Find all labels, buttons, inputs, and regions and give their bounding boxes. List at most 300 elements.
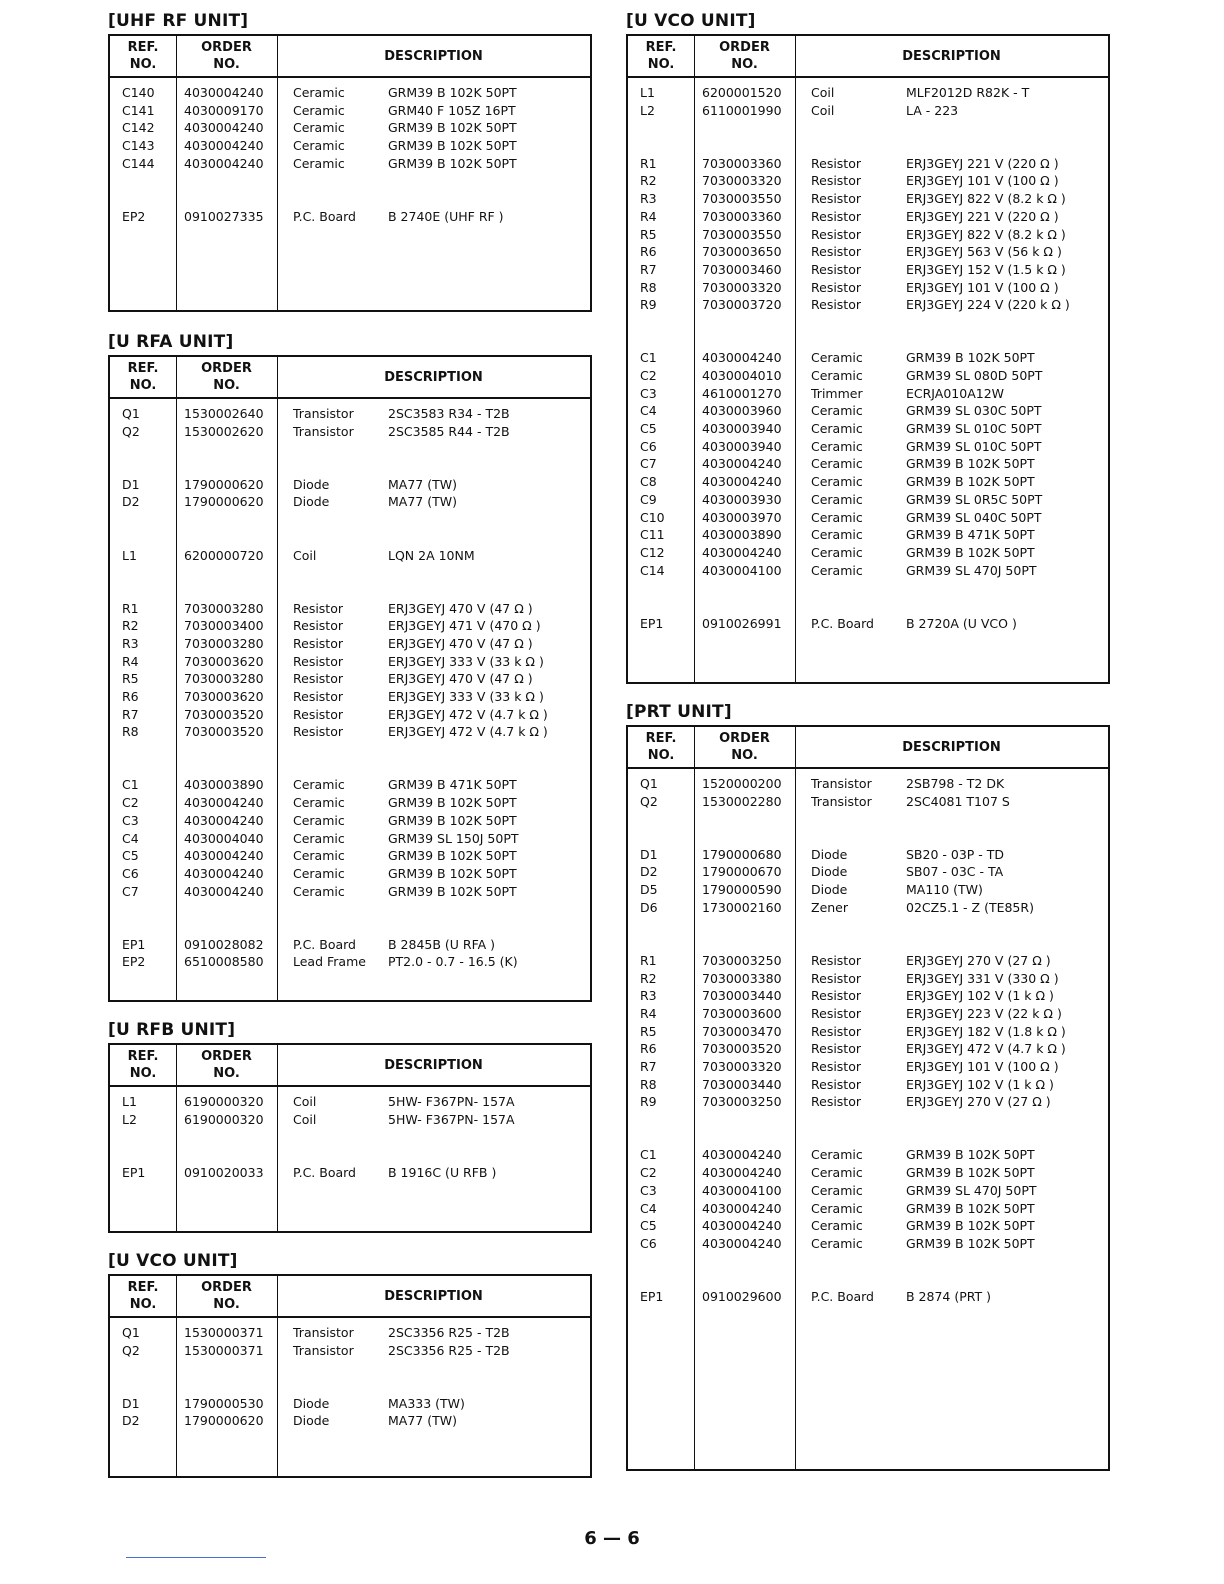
header-order: ORDER [201, 1280, 252, 1295]
cell-spec: GRM39 SL 470J 50PT [906, 1182, 1037, 1198]
table-row [110, 706, 590, 724]
cell-spec: 2SC3585 R44 - T2B [388, 423, 510, 439]
header-ref: REF. [645, 731, 677, 746]
cell-spec: 2SB798 - T2 DK [906, 776, 1005, 791]
cell-spec: MLF2012D R82K - T [906, 85, 1030, 100]
cell-part-type: Ceramic [293, 102, 345, 118]
cell-part-type: Resistor [293, 724, 343, 740]
header-no: NO. [731, 57, 758, 72]
cell-order-no: 7030003250 [702, 952, 782, 968]
cell-spec: GRM39 B 102K 50PT [388, 848, 517, 864]
cell-spec: LA - 223 [906, 102, 959, 118]
cell-part-type: Resistor [293, 618, 343, 634]
blank-row [110, 458, 590, 476]
cell-ref: EP1 [640, 1288, 664, 1304]
cell-order-no: 4030004240 [184, 85, 264, 100]
table-row [628, 367, 1108, 385]
cell-order-no: 6200001520 [702, 85, 782, 100]
cell-order-no: 4030004240 [702, 350, 782, 366]
cell-ref: C5 [122, 848, 139, 864]
cell-order-no: 4030004240 [702, 544, 782, 560]
table-row [628, 952, 1108, 970]
table-row [110, 617, 590, 635]
header-no: NO. [647, 57, 675, 72]
cell-spec: GRM39 B 102K 50PT [388, 138, 517, 154]
cell-ref: R9 [640, 1094, 657, 1110]
cell-ref: C2 [640, 368, 657, 383]
table-row [628, 155, 1108, 173]
cell-part-type: Resistor [293, 706, 343, 722]
unit-title: [PRT UNIT] [626, 702, 732, 722]
cell-part-type: Ceramic [811, 456, 863, 472]
header-description: DESCRIPTION [384, 49, 483, 64]
cell-part-type: Ceramic [811, 1235, 863, 1251]
table-row [628, 987, 1108, 1005]
cell-part-type: Transistor [293, 406, 354, 421]
table-body [628, 78, 1108, 632]
table-row [110, 883, 590, 901]
table-body [110, 78, 590, 226]
cell-part-type: Resistor [811, 208, 861, 224]
cell-part-type: Resistor [811, 226, 861, 242]
table-row [628, 1217, 1108, 1235]
cell-spec: ERJ3GEYJ 182 V (1.8 k Ω ) [906, 1023, 1066, 1039]
header-order: ORDER [719, 40, 770, 55]
cell-part-type: Ceramic [811, 544, 863, 560]
header-no: NO. [129, 1066, 157, 1081]
cell-part-type: Diode [811, 882, 848, 898]
cell-order-no: 7030003360 [702, 208, 782, 224]
cell-ref: C143 [122, 138, 155, 154]
unit-title: [U RFB UNIT] [108, 1020, 236, 1040]
table-row [628, 509, 1108, 527]
blank-row [628, 917, 1108, 935]
cell-spec: GRM39 B 102K 50PT [388, 812, 517, 828]
cell-spec: ERJ3GEYJ 101 V (100 Ω ) [906, 279, 1059, 295]
cell-order-no: 7030003720 [702, 297, 782, 313]
table-row [110, 102, 590, 120]
table-row [110, 794, 590, 812]
cell-part-type: Ceramic [293, 120, 345, 136]
header-order: ORDER [201, 361, 252, 376]
cell-part-type: Diode [293, 1395, 330, 1411]
cell-order-no: 1730002160 [702, 899, 782, 915]
table-body [628, 769, 1108, 1306]
cell-ref: C4 [122, 830, 139, 846]
blank-row [628, 579, 1108, 597]
blank-row [628, 119, 1108, 137]
cell-part-type: Ceramic [811, 350, 863, 366]
parts-table [108, 1274, 592, 1478]
table-row [110, 776, 590, 794]
cell-order-no: 1530002280 [702, 793, 782, 809]
cell-spec: LQN 2A 10NM [388, 547, 475, 563]
cell-order-no: 4030009170 [184, 102, 264, 118]
cell-order-no: 7030003600 [702, 1005, 782, 1021]
table-row [110, 1395, 590, 1413]
table-row [628, 881, 1108, 899]
blank-row [628, 597, 1108, 615]
cell-ref: C2 [122, 795, 139, 811]
table-header [110, 1045, 590, 1087]
cell-order-no: 7030003320 [702, 173, 782, 189]
cell-ref: R1 [640, 155, 657, 171]
cell-part-type: Resistor [293, 635, 343, 651]
table-row [110, 119, 590, 137]
cell-ref: C1 [640, 1147, 657, 1163]
table-row [628, 526, 1108, 544]
cell-order-no: 7030003520 [184, 706, 264, 722]
table-body [110, 1087, 590, 1181]
cell-order-no: 7030003440 [702, 1076, 782, 1092]
table-row [628, 1005, 1108, 1023]
blank-row [110, 440, 590, 458]
cell-part-type: Coil [293, 1111, 317, 1127]
cell-ref: C3 [640, 385, 657, 401]
cell-part-type: P.C. Board [293, 936, 356, 952]
header-no: NO. [213, 57, 240, 72]
table-row [110, 723, 590, 741]
cell-ref: Q1 [122, 1325, 140, 1340]
cell-ref: C1 [640, 350, 657, 366]
cell-part-type: P.C. Board [811, 1288, 874, 1304]
cell-ref: C140 [122, 85, 155, 100]
header-no: NO. [647, 748, 675, 763]
cell-part-type: Ceramic [811, 1165, 863, 1181]
cell-spec: ERJ3GEYJ 101 V (100 Ω ) [906, 173, 1059, 189]
cell-part-type: Coil [293, 1094, 317, 1109]
cell-part-type: Resistor [811, 1076, 861, 1092]
table-row [628, 1164, 1108, 1182]
cell-spec: GRM39 B 102K 50PT [388, 883, 517, 899]
table-row [628, 385, 1108, 403]
cell-order-no: 4030004240 [184, 883, 264, 899]
cell-ref: Q1 [640, 776, 658, 791]
cell-part-type: Ceramic [293, 155, 345, 171]
cell-order-no: 4030003960 [702, 403, 782, 419]
cell-ref: R3 [122, 635, 139, 651]
cell-part-type: Resistor [293, 689, 343, 704]
cell-part-type: Ceramic [811, 403, 863, 419]
cell-ref: D1 [122, 1395, 140, 1411]
cell-part-type: P.C. Board [811, 615, 874, 631]
cell-part-type: Ceramic [293, 848, 345, 864]
cell-ref: C4 [640, 403, 657, 419]
parts-table [108, 34, 592, 312]
cell-order-no: 4030004240 [184, 865, 264, 881]
cell-spec: GRM39 B 102K 50PT [906, 1235, 1035, 1251]
header-no: NO. [213, 378, 240, 393]
cell-order-no: 7030003380 [702, 970, 782, 986]
blank-row [110, 529, 590, 547]
table-row [110, 84, 590, 102]
cell-ref: R7 [640, 1059, 657, 1074]
cell-ref: D2 [640, 864, 658, 880]
cell-part-type: Ceramic [293, 777, 345, 793]
cell-ref: R3 [640, 988, 657, 1004]
cell-ref: L1 [122, 547, 137, 563]
cell-spec: ERJ3GEYJ 221 V (220 Ω ) [906, 208, 1059, 224]
cell-order-no: 1790000680 [702, 846, 782, 862]
table-row [628, 102, 1108, 120]
cell-ref: D2 [122, 494, 140, 510]
cell-spec: GRM39 SL 150J 50PT [388, 830, 519, 846]
cell-order-no: 7030003280 [184, 600, 264, 616]
cell-part-type: Resistor [811, 1023, 861, 1039]
cell-order-no: 4030004240 [702, 474, 782, 490]
cell-spec: 02CZ5.1 - Z (TE85R) [906, 899, 1034, 915]
unit-u-rfa [108, 329, 592, 1002]
table-row [110, 936, 590, 954]
cell-part-type: Ceramic [293, 812, 345, 828]
cell-spec: ERJ3GEYJ 563 V (56 k Ω ) [906, 244, 1062, 260]
parts-table [108, 1043, 592, 1233]
table-row [628, 190, 1108, 208]
cell-order-no: 4030004240 [702, 1147, 782, 1163]
cell-ref: R8 [640, 1076, 657, 1092]
cell-part-type: Trimmer [811, 385, 863, 401]
cell-spec: SB20 - 03P - TD [906, 846, 1005, 862]
table-row [110, 847, 590, 865]
cell-ref: EP1 [640, 615, 664, 631]
cell-ref: Q2 [640, 793, 658, 809]
table-row [110, 155, 590, 173]
cell-order-no: 1790000670 [702, 864, 782, 880]
cell-spec: GRM39 SL 080D 50PT [906, 368, 1043, 383]
parts-table [626, 725, 1110, 1471]
cell-spec: SB07 - 03C - TA [906, 864, 1004, 880]
cell-order-no: 7030003320 [702, 1059, 782, 1074]
cell-part-type: Transistor [811, 776, 872, 791]
cell-order-no: 1790000530 [184, 1395, 264, 1411]
cell-order-no: 7030003520 [702, 1041, 782, 1057]
header-ref: REF. [127, 361, 159, 376]
cell-order-no: 1790000620 [184, 476, 264, 492]
cell-ref: R6 [122, 689, 139, 704]
blank-row [110, 511, 590, 529]
cell-part-type: Ceramic [293, 138, 345, 154]
blank-row [628, 332, 1108, 350]
blank-row [628, 828, 1108, 846]
cell-spec: GRM40 F 105Z 16PT [388, 102, 516, 118]
cell-order-no: 4030004240 [184, 848, 264, 864]
blank-row [628, 1129, 1108, 1147]
cell-ref: C1 [122, 777, 139, 793]
cell-order-no: 6110001990 [702, 102, 782, 118]
table-header [628, 36, 1108, 78]
table-row [628, 1093, 1108, 1111]
table-row [628, 793, 1108, 811]
cell-order-no: 4030004240 [702, 1200, 782, 1216]
cell-order-no: 6190000320 [184, 1094, 264, 1109]
header-order: ORDER [719, 731, 770, 746]
table-row [628, 420, 1108, 438]
table-row [628, 402, 1108, 420]
cell-ref: Q1 [122, 406, 140, 421]
cell-spec: GRM39 B 102K 50PT [388, 795, 517, 811]
cell-part-type: Ceramic [293, 85, 345, 100]
cell-order-no: 6200000720 [184, 547, 264, 563]
cell-ref: R7 [640, 261, 657, 277]
cell-part-type: Diode [811, 864, 848, 880]
table-row [628, 1235, 1108, 1253]
cell-order-no: 4030004240 [184, 138, 264, 154]
footer-rule [126, 1557, 266, 1558]
table-row [110, 208, 590, 226]
cell-ref: C144 [122, 155, 155, 171]
table-row [110, 812, 590, 830]
blank-row [628, 1270, 1108, 1288]
table-row [628, 1146, 1108, 1164]
cell-ref: C6 [122, 865, 139, 881]
cell-part-type: Ceramic [293, 795, 345, 811]
cell-spec: 5HW- F367PN- 157A [388, 1094, 515, 1109]
cell-ref: R8 [122, 724, 139, 740]
cell-order-no: 4030003970 [702, 509, 782, 525]
table-row [628, 1288, 1108, 1306]
cell-ref: Q2 [122, 1342, 140, 1358]
table-row [628, 1040, 1108, 1058]
cell-spec: 2SC3356 R25 - T2B [388, 1342, 510, 1358]
table-row [628, 615, 1108, 633]
cell-order-no: 7030003280 [184, 671, 264, 687]
cell-spec: ERJ3GEYJ 102 V (1 k Ω ) [906, 1076, 1054, 1092]
header-no: NO. [731, 748, 758, 763]
cell-spec: 2SC3583 R34 - T2B [388, 406, 510, 421]
header-description: DESCRIPTION [384, 370, 483, 385]
cell-spec: ERJ3GEYJ 472 V (4.7 k Ω ) [388, 706, 548, 722]
blank-row [628, 1253, 1108, 1271]
blank-row [110, 900, 590, 918]
cell-ref: EP1 [122, 1164, 146, 1180]
cell-part-type: Ceramic [811, 1218, 863, 1234]
cell-order-no: 7030003400 [184, 618, 264, 634]
cell-spec: GRM39 SL 010C 50PT [906, 421, 1042, 437]
cell-spec: 2SC4081 T107 S [906, 793, 1010, 809]
cell-spec: ERJ3GEYJ 822 V (8.2 k Ω ) [906, 191, 1066, 207]
cell-ref: R4 [640, 1005, 657, 1021]
cell-ref: R1 [640, 952, 657, 968]
cell-spec: MA77 (TW) [388, 476, 457, 492]
cell-order-no: 6510008580 [184, 954, 264, 970]
cell-order-no: 7030003650 [702, 244, 782, 260]
blank-row [110, 1146, 590, 1164]
table-row [110, 830, 590, 848]
cell-spec: B 2740E (UHF RF ) [388, 208, 504, 224]
header-description: DESCRIPTION [902, 740, 1001, 755]
header-description: DESCRIPTION [384, 1289, 483, 1304]
cell-ref: D1 [640, 846, 658, 862]
cell-order-no: 7030003550 [702, 226, 782, 242]
cell-order-no: 4030004240 [702, 1218, 782, 1234]
cell-ref: R8 [640, 279, 657, 295]
cell-ref: R6 [640, 1041, 657, 1057]
header-no: NO. [129, 378, 157, 393]
cell-part-type: Lead Frame [293, 954, 366, 970]
header-order: ORDER [201, 40, 252, 55]
cell-ref: C7 [640, 456, 657, 472]
table-header [110, 357, 590, 399]
cell-spec: ERJ3GEYJ 333 V (33 k Ω ) [388, 653, 544, 669]
cell-order-no: 4030003930 [702, 491, 782, 507]
blank-row [110, 741, 590, 759]
blank-row [110, 1128, 590, 1146]
cell-ref: C141 [122, 102, 155, 118]
parts-table [108, 355, 592, 1002]
cell-part-type: Coil [811, 102, 835, 118]
cell-ref: EP2 [122, 208, 146, 224]
cell-spec: GRM39 SL 470J 50PT [906, 562, 1037, 578]
unit-title: [U VCO UNIT] [108, 1251, 238, 1271]
cell-part-type: Resistor [293, 600, 343, 616]
cell-ref: R2 [640, 173, 657, 189]
cell-spec: ERJ3GEYJ 221 V (220 Ω ) [906, 155, 1059, 171]
cell-ref: R5 [640, 226, 657, 242]
table-row [628, 562, 1108, 580]
header-ref: REF. [645, 40, 677, 55]
table-row [628, 846, 1108, 864]
unit-prt [626, 699, 1110, 1471]
cell-spec: PT2.0 - 0.7 - 16.5 (K) [388, 954, 518, 970]
blank-row [110, 582, 590, 600]
cell-part-type: Resistor [811, 952, 861, 968]
cell-spec: ERJ3GEYJ 223 V (22 k Ω ) [906, 1005, 1062, 1021]
cell-part-type: Ceramic [811, 509, 863, 525]
cell-ref: EP1 [122, 936, 146, 952]
cell-part-type: Resistor [811, 191, 861, 207]
cell-spec: GRM39 B 102K 50PT [906, 1147, 1035, 1163]
cell-order-no: 0910027335 [184, 208, 264, 224]
cell-order-no: 4030003890 [702, 527, 782, 543]
cell-ref: C4 [640, 1200, 657, 1216]
table-row [628, 1200, 1108, 1218]
table-header [110, 1276, 590, 1318]
cell-order-no: 4610001270 [702, 385, 782, 401]
cell-ref: C7 [122, 883, 139, 899]
table-row [110, 137, 590, 155]
cell-part-type: Coil [811, 85, 835, 100]
cell-part-type: Transistor [293, 1325, 354, 1340]
table-row [110, 547, 590, 565]
cell-spec: ERJ3GEYJ 102 V (1 k Ω ) [906, 988, 1054, 1004]
cell-ref: L1 [640, 85, 655, 100]
cell-part-type: Ceramic [811, 491, 863, 507]
cell-part-type: Resistor [811, 1059, 861, 1074]
header-no: NO. [213, 1066, 240, 1081]
cell-ref: C12 [640, 544, 665, 560]
cell-spec: GRM39 B 102K 50PT [906, 1218, 1035, 1234]
cell-order-no: 4030004240 [702, 456, 782, 472]
header-description: DESCRIPTION [902, 49, 1001, 64]
unit-u-vco-left [108, 1248, 592, 1478]
blank-row [628, 934, 1108, 952]
cell-part-type: Resistor [811, 1005, 861, 1021]
table-header [628, 727, 1108, 769]
cell-spec: GRM39 B 102K 50PT [906, 350, 1035, 366]
unit-title: [U RFA UNIT] [108, 332, 234, 352]
cell-spec: ERJ3GEYJ 822 V (8.2 k Ω ) [906, 226, 1066, 242]
blank-row [628, 1111, 1108, 1129]
cell-spec: ERJ3GEYJ 270 V (27 Ω ) [906, 952, 1051, 968]
cell-part-type: Resistor [811, 261, 861, 277]
cell-order-no: 4030004100 [702, 562, 782, 578]
cell-spec: ERJ3GEYJ 333 V (33 k Ω ) [388, 689, 544, 704]
table-row [628, 970, 1108, 988]
cell-ref: C2 [640, 1165, 657, 1181]
cell-spec: ERJ3GEYJ 471 V (470 Ω ) [388, 618, 541, 634]
blank-row [110, 759, 590, 777]
cell-spec: GRM39 B 102K 50PT [906, 1200, 1035, 1216]
